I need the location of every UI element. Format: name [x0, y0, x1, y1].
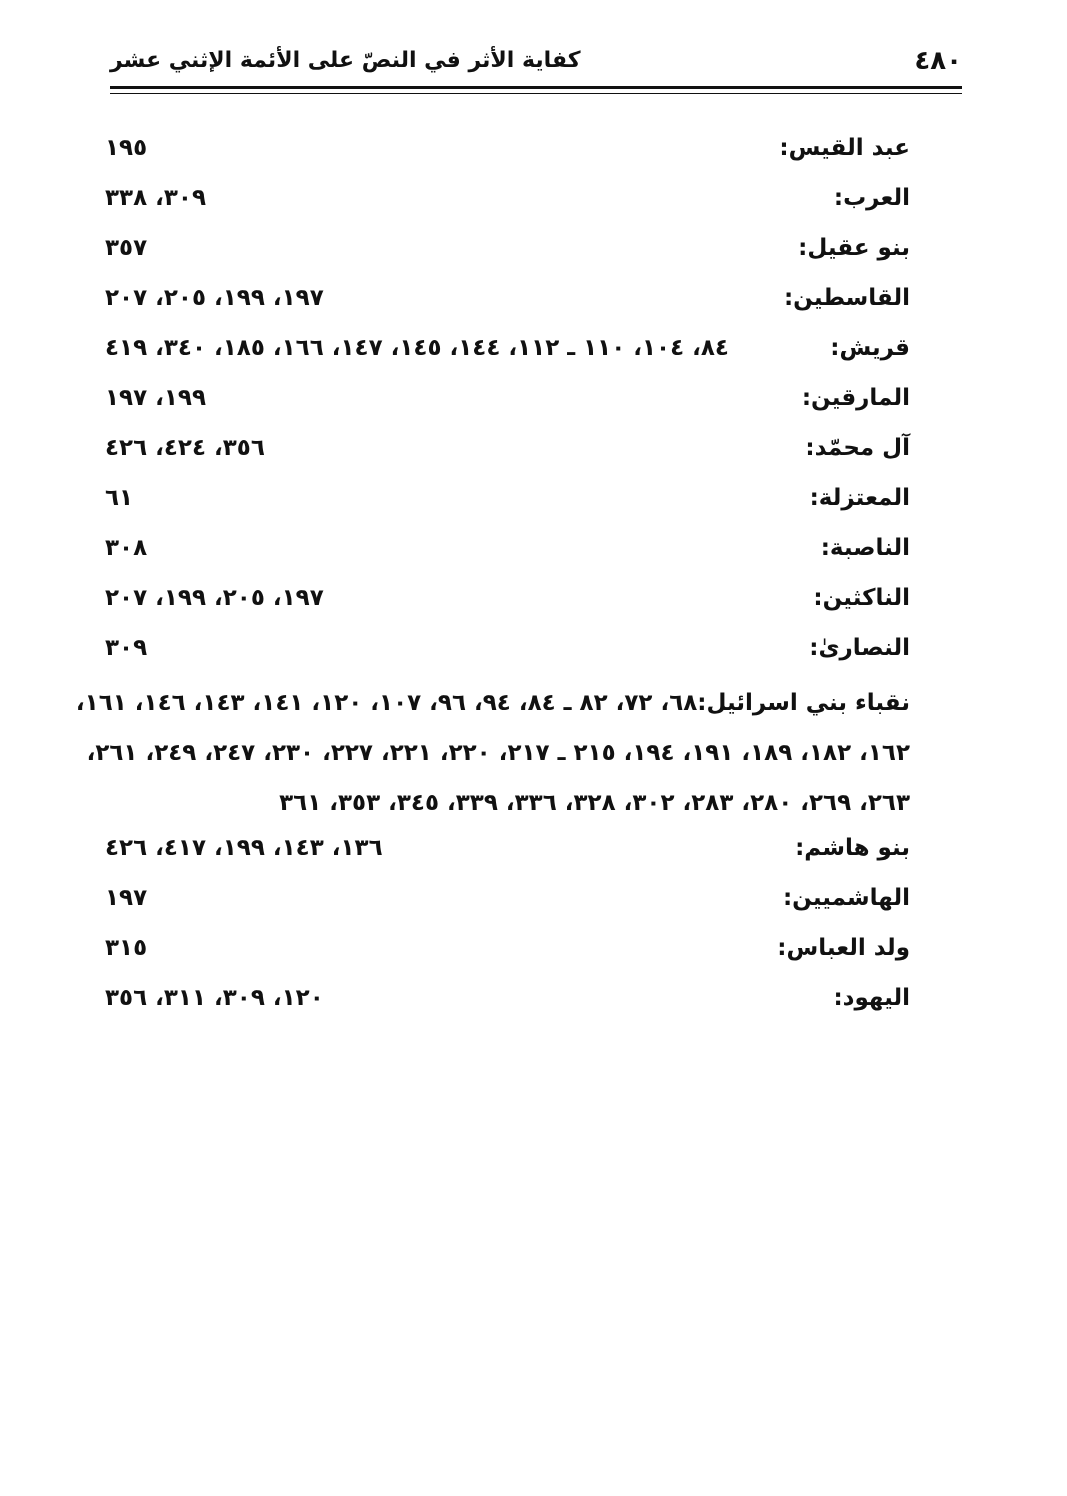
index-entry: [105, 178, 910, 228]
index-entry: [105, 828, 910, 878]
index-entry: [105, 478, 910, 528]
running-header: [110, 46, 962, 86]
entry-pages: ٣٠٨: [105, 535, 148, 561]
entry-term: بنو عقيل:: [798, 235, 910, 261]
index-entry: [105, 378, 910, 428]
entry-term: عبد القيس:: [779, 135, 910, 161]
entry-term: بنو هاشم:: [795, 835, 910, 861]
index-entry: [105, 528, 910, 578]
entry-pages: ١٣٦، ١٤٣، ١٩٩، ٤١٧، ٤٢٦: [105, 835, 383, 861]
index-entry-long: [75, 678, 910, 828]
entry-pages: ٣٠٩، ٣٣٨: [105, 185, 206, 211]
entry-term: الناكثين:: [813, 585, 910, 611]
header-rule-thick: [110, 86, 962, 89]
entry-term: النصارىٰ:: [809, 635, 910, 661]
entry-pages: ٣٥٧: [105, 235, 148, 261]
entry-pages: ٣٠٩: [105, 635, 148, 661]
entry-term: ولد العباس:: [777, 935, 910, 961]
entry-pages: ١٢٠، ٣٠٩، ٣١١، ٣٥٦: [105, 985, 324, 1011]
entry-pages: ٦١: [105, 485, 134, 511]
entry-term: القاسطين:: [783, 285, 910, 311]
index-entry: [105, 128, 910, 178]
index-entry: [105, 278, 910, 328]
entry-pages: ٨٤، ١٠٤، ١١٠ ـ ١١٢، ١٤٤، ١٤٥، ١٤٧، ١٦٦، ١٨٥، ٣٤٠، ٤١٩: [105, 335, 729, 361]
entry-pages: ٣١٥: [105, 935, 148, 961]
index-entry: [105, 978, 910, 1028]
index-entry: [105, 928, 910, 978]
book-title: كفاية الأثر في النصّ على الأئمة الإثني عشر: [110, 48, 581, 73]
entry-term: آل محمّد:: [805, 435, 910, 461]
entry-line: ١٦٢، ١٨٢، ١٨٩، ١٩١، ١٩٤، ٢١٥ ـ ٢١٧، ٢٢٠، ٢٢١، ٢٢٧، ٢٣٠، ٢٤٧، ٢٤٩، ٢٦١،: [86, 740, 910, 766]
index-entry: [105, 878, 910, 928]
entry-line: ٢٦٣، ٢٦٩، ٢٨٠، ٢٨٣، ٣٠٢، ٣٢٨، ٣٣٦، ٣٣٩، ٣٤٥، ٣٥٣، ٣٦١: [279, 790, 910, 816]
entry-line: نقباء بني اسرائيل:٦٨، ٧٢، ٨٢ ـ ٨٤، ٩٤، ٩٦، ١٠٧، ١٢٠، ١٤١، ١٤٣، ١٤٦، ١٦١،: [75, 690, 910, 716]
entry-pages: ١٩٧: [105, 885, 148, 911]
index-entry: [105, 428, 910, 478]
entry-term: اليهود:: [833, 985, 910, 1011]
entry-term: العرب:: [833, 185, 910, 211]
entry-pages: ٣٥٦، ٤٢٤، ٤٢٦: [105, 435, 265, 461]
index-entry: [105, 578, 910, 628]
index-entry: [105, 228, 910, 278]
entry-pages: ١٩٥: [105, 135, 148, 161]
entry-pages: ١٩٩، ١٩٧: [105, 385, 206, 411]
entry-term: المارقين:: [801, 385, 910, 411]
index-entry: [105, 628, 910, 678]
entry-term: قريش:: [830, 335, 910, 361]
page-number: ٤٨٠: [914, 46, 962, 76]
header-rule-thin: [110, 93, 962, 94]
entry-pages: ١٩٧، ١٩٩، ٢٠٥، ٢٠٧: [105, 285, 324, 311]
entry-term: الناصبة:: [820, 535, 910, 561]
entry-pages: ١٩٧، ٢٠٥، ١٩٩، ٢٠٧: [105, 585, 324, 611]
entry-term: المعتزلة:: [809, 485, 910, 511]
index-entry: [105, 328, 910, 378]
index-entries: [75, 128, 910, 1028]
entry-term: الهاشميين:: [782, 885, 910, 911]
